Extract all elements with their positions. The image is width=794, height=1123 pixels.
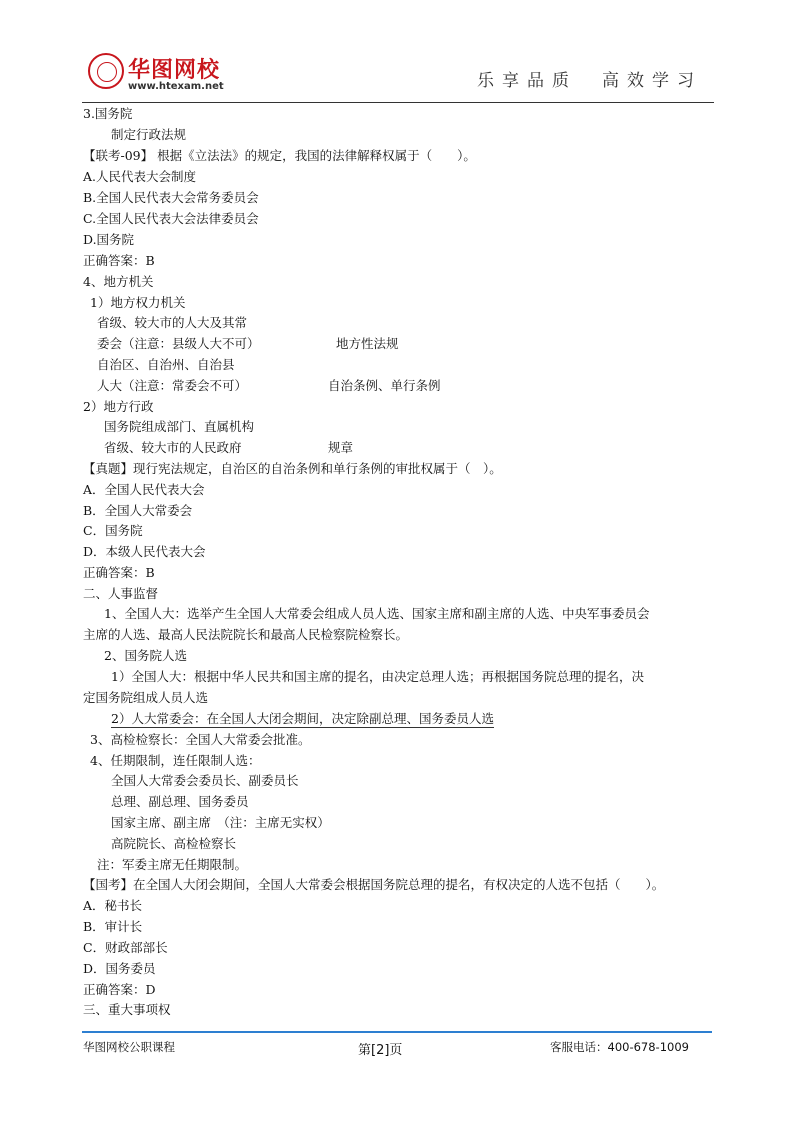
text-line: 注：军委主席无任期限制。 [97,857,248,872]
text-line: B．全国人大常委会 [83,503,193,518]
text-line: 3、高检检察长：全国人大常委会批准。 [90,732,311,747]
text-line: 高院院长、高检检察长 [111,836,237,851]
text-line: 规章 [328,440,354,455]
text-line: 自治区、自治州、自治县 [97,357,235,372]
footer-phone: 客服电话：400-678-1009 [550,1040,689,1054]
logo-url: www.htexam.net [128,81,224,92]
text-line: A．全国人民代表大会 [83,482,205,497]
text-line: 省级、较大市的人大及其常 [97,315,248,330]
logo-seal-icon [88,53,124,89]
text-line: C.全国人民代表大会法律委员会 [83,211,259,226]
text-line: 3.国务院 [83,106,133,121]
text-line: 2）人大常委会：在全国人大闭会期间，决定除副总理、国务委员人选 [111,711,494,726]
text-line: 总理、副总理、国务委员 [111,794,249,809]
text-line: 4、地方机关 [83,274,154,289]
text-line: 定国务院组成人员人选 [83,690,209,705]
text-line: C．财政部部长 [83,940,168,955]
text-line: 制定行政法规 [111,127,187,142]
text-line: 自治条例、单行条例 [328,378,441,393]
text-line: 4、任期限制，连任限制人选： [90,753,261,768]
text-line: 地方性法规 [336,336,399,351]
text-line: 1）全国人大：根据中华人民共和国主席的提名，由决定总理人选；再根据国务院总理的提名，决 [111,669,644,684]
text-line: 2）地方行政 [83,399,154,414]
text-line: 三、重大事项权 [83,1002,171,1017]
text-line: D.国务院 [83,232,135,247]
footer-divider [82,1031,712,1033]
text-line: A．秘书长 [83,898,143,913]
text-line: 二、人事监督 [83,586,159,601]
text-line: A.人民代表大会制度 [83,169,197,184]
text-line: B．审计长 [83,919,143,934]
text-line: 全国人大常委会委员长、副委员长 [111,773,299,788]
text-line: 省级、较大市的人民政府 [104,440,242,455]
header-divider [82,102,714,103]
text-line: C．国务院 [83,523,143,538]
page-header [82,50,714,104]
text-line: 1、全国人大：选举产生全国人大常委会组成人员人选、国家主席和副主席的人选、中央军事委员会 [104,606,650,621]
footer-page-number: 第[2]页 [358,1043,403,1058]
text-line: D．本级人民代表大会 [83,544,206,559]
text-line: B.全国人民代表大会常务委员会 [83,190,259,205]
logo-text: 华图网校 [128,58,221,83]
text-line: 2、国务院人选 [104,648,187,663]
text-line: 国务院组成部门、直属机构 [104,419,255,434]
text-line: 主席的人选、最高人民法院院长和最高人民检察院检察长。 [83,627,409,642]
text-line: 人大（注意：常委会不可） [97,378,248,393]
text-line: 【真题】现行宪法规定，自治区的自治条例和单行条例的审批权属于（ ）。 [83,461,502,476]
text-line: 国家主席、副主席 （注：主席无实权） [111,815,330,830]
text-line: 【国考】在全国人大闭会期间，全国人大常委会根据国务院总理的提名，有权决定的人选不包括（ ）。 [83,877,665,892]
text-line: 【联考-09】 根据《立法法》的规定，我国的法律解释权属于（ ）。 [83,148,476,163]
footer-left: 华图网校公职课程 [83,1040,175,1054]
text-line: 正确答案：D [83,982,156,997]
text-line: 委会（注意：县级人大不可） [97,336,260,351]
text-line: 1）地方权力机关 [90,295,186,310]
text-line: D．国务委员 [83,961,156,976]
header-slogan: 乐享品质 高效学习 [477,71,702,91]
text-line: 正确答案：B [83,565,155,580]
text-line: 正确答案：B [83,253,155,268]
